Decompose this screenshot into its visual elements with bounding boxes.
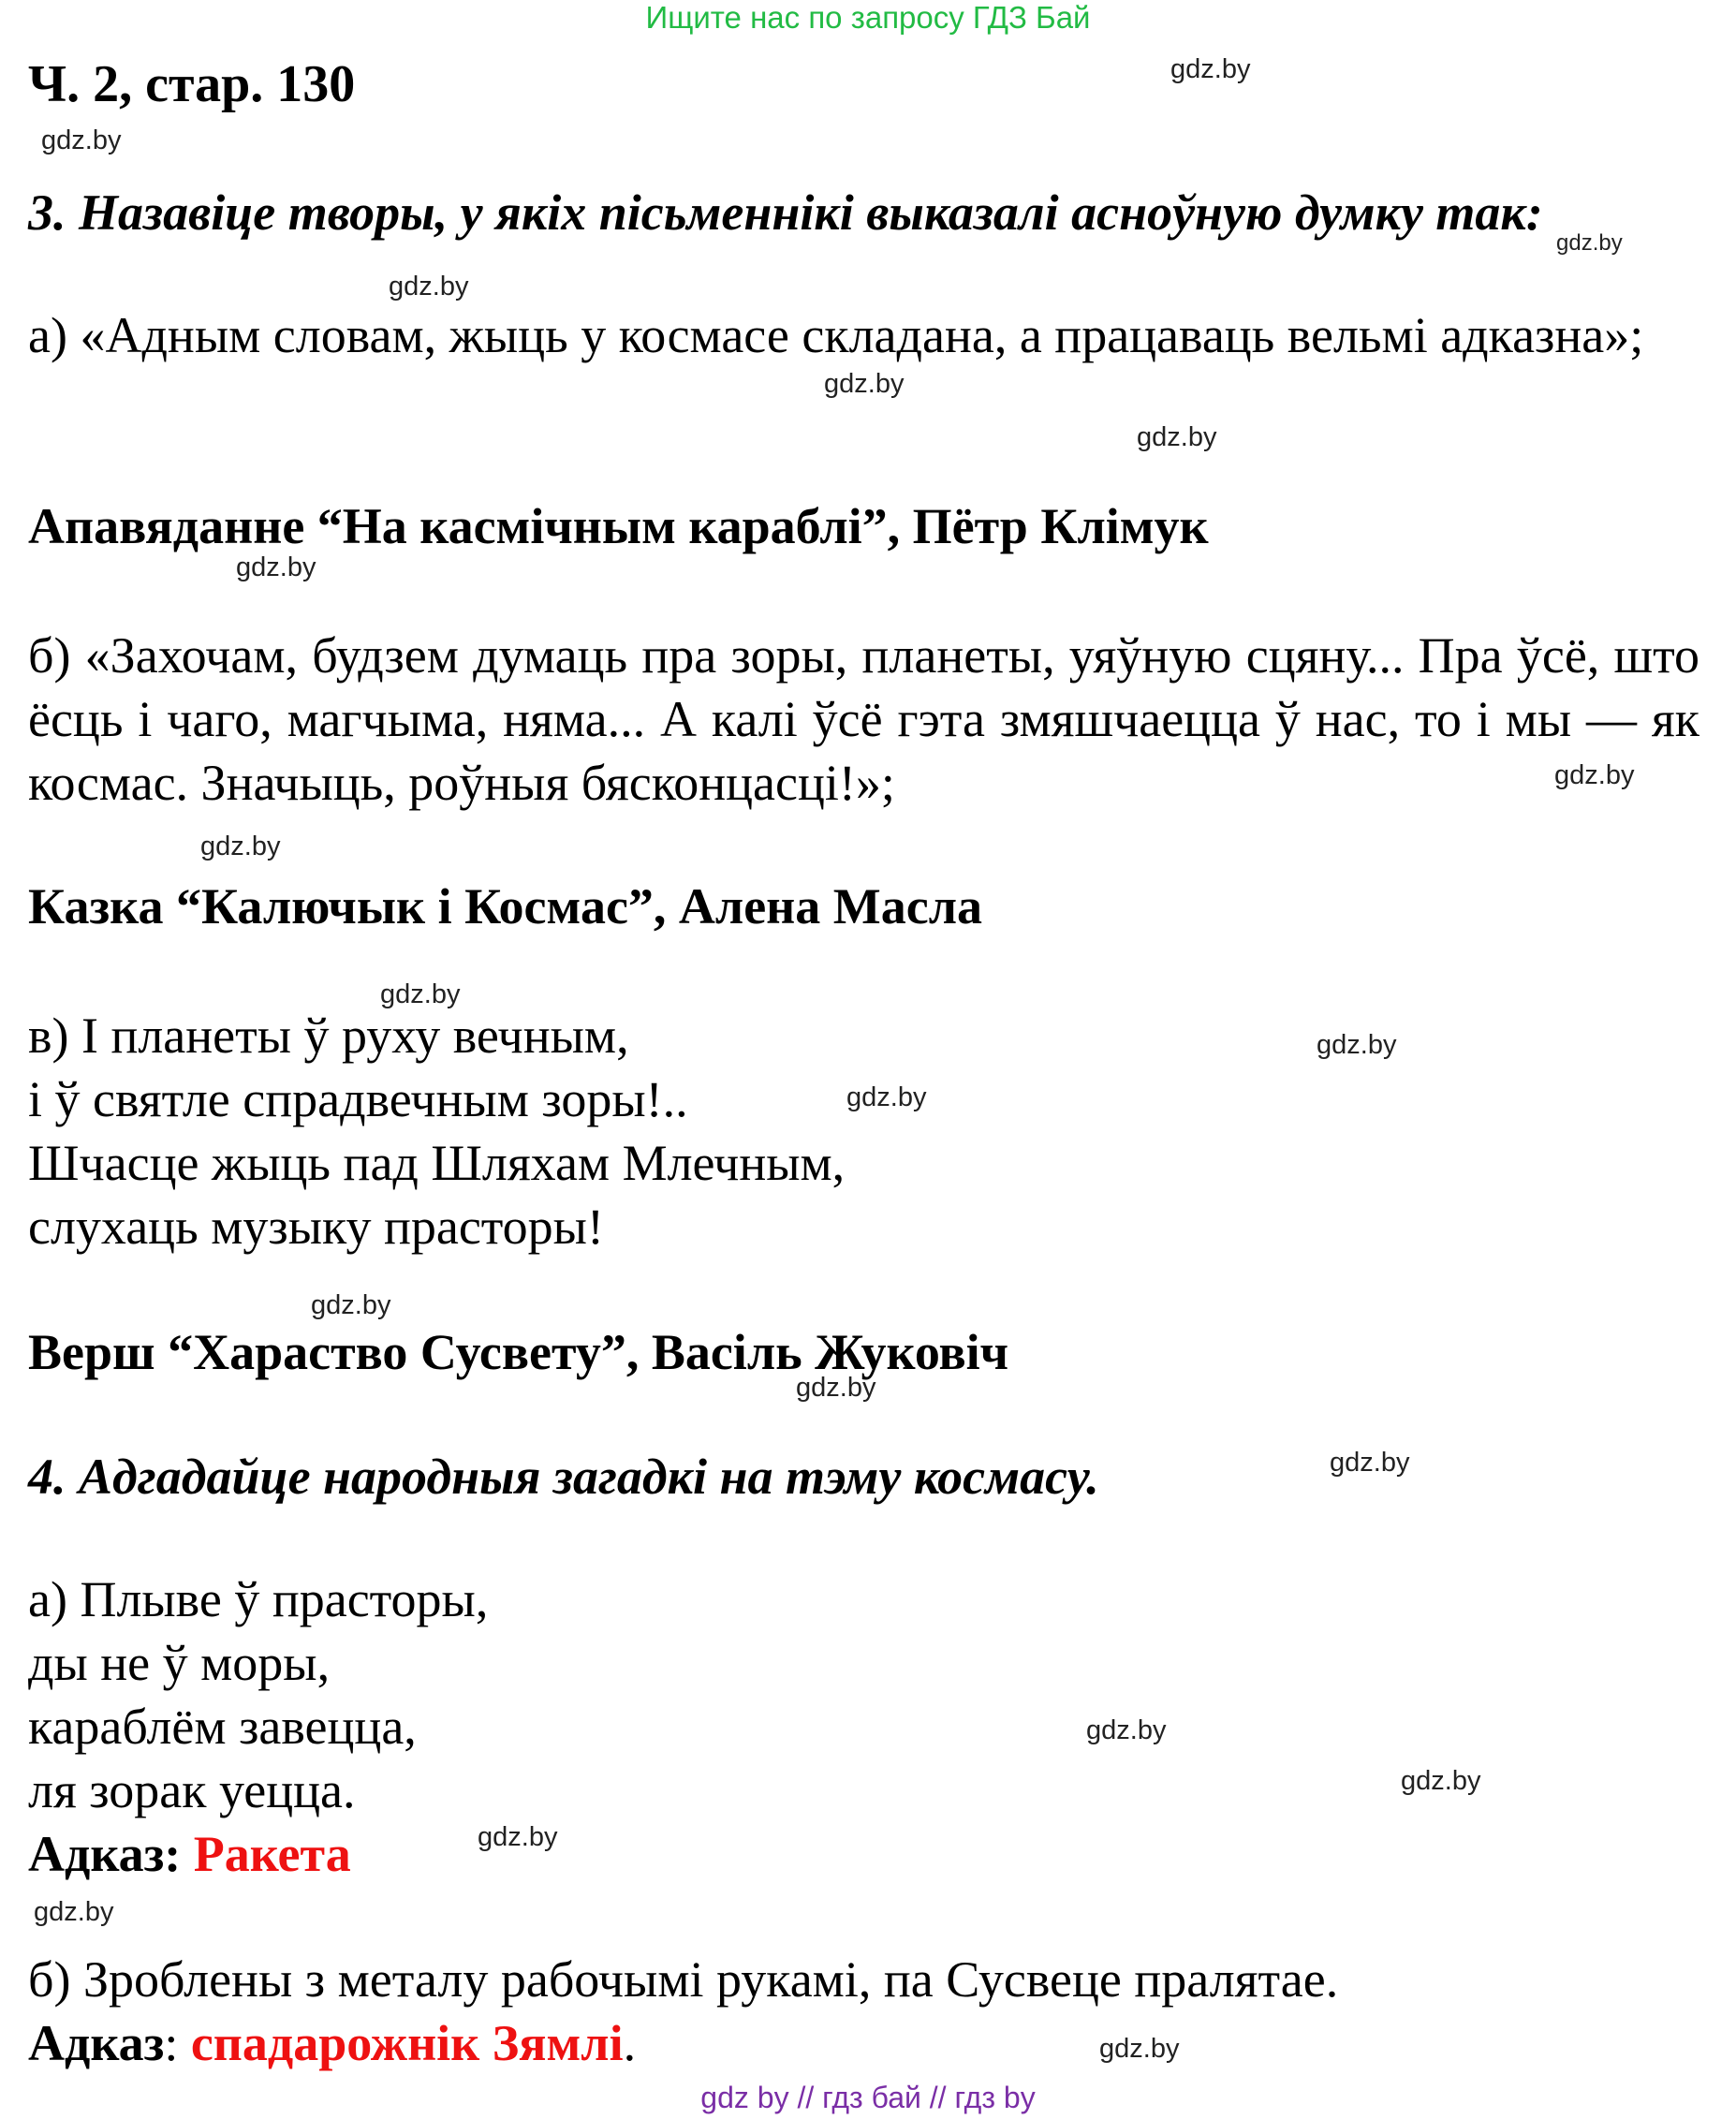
page-title: Ч. 2, стар. 130 — [28, 55, 356, 113]
footer-links[interactable]: gdz by // гдз бай // гдз by — [700, 2081, 1036, 2114]
watermark: gdz.by — [846, 1082, 927, 1112]
task3-c-line: слухаць музыку прасторы! — [28, 1199, 604, 1255]
task3-heading: 3. Назавіце творы, у якіх пісьменнікі выказалі асноўную думку так: — [28, 184, 1543, 241]
task3-c-line: Шчасце жыць пад Шляхам Млечным, — [28, 1135, 846, 1191]
task4-heading: 4. Адгадайце народныя загадкі на тэму космасу. — [28, 1449, 1099, 1505]
task3-a-quote: а) «Адным словам, жыць у космасе складана, а працаваць вельмі адказна»; — [28, 307, 1644, 363]
task3-b-quote: б) «Захочам, будзем думаць пра зоры, планеты, уяўную сцяну... Пра ўсё, што ёсць і чаго, магчыма, няма... А калі ўсё гэта змяшчаецца ў нас, то і мы — як космас. Значыць, роўныя бясконцасці!»; — [28, 627, 1699, 811]
watermark: gdz.by — [1086, 1715, 1167, 1745]
task3-c-line: і ў святле спрадвечным зоры!.. — [28, 1071, 688, 1127]
watermark: gdz.by — [796, 1373, 876, 1403]
watermark: gdz.by — [34, 1897, 114, 1927]
answer-value: спадарожнік Зямлі — [190, 2015, 624, 2071]
answer-label: Адказ — [28, 2015, 165, 2071]
task3-b-answer: Казка “Калючык і Космас”, Алена Масла — [28, 878, 983, 934]
task4-b-text: б) Зроблены з металу рабочымі рукамі, па Сусвеце пралятае. — [28, 1951, 1339, 2008]
task3-c-answer: Верш “Хараство Сусвету”, Васіль Жуковіч — [28, 1324, 1009, 1380]
task4-a-line: ля зорак уецца. — [28, 1762, 356, 1818]
watermark: gdz.by — [389, 272, 469, 302]
watermark: gdz.by — [1554, 760, 1635, 790]
banner-text[interactable]: Ищите нас по запросу ГДЗ Бай — [645, 0, 1091, 35]
task3-c-line: в) І планеты ў руху вечным, — [28, 1008, 629, 1064]
watermark: gdz.by — [41, 125, 122, 155]
watermark: gdz.by — [200, 831, 281, 861]
task4-a-line: а) Плыве ў прасторы, — [28, 1571, 489, 1627]
watermark: gdz.by — [380, 979, 461, 1009]
task4-b-answer-line — [28, 2011, 636, 2075]
answer-dot: . — [623, 2015, 637, 2071]
task4-a-answer-line — [28, 1822, 351, 1886]
watermark: gdz.by — [1556, 230, 1623, 256]
watermark: gdz.by — [1137, 422, 1217, 452]
watermark: gdz.by — [1099, 2034, 1180, 2064]
watermark: gdz.by — [478, 1822, 558, 1852]
watermark: gdz.by — [1170, 54, 1251, 84]
task3-a-answer: Апавяданне “На касмічным караблі”, Пётр Клімук — [28, 498, 1209, 554]
answer-colon: : — [164, 2015, 179, 2071]
watermark: gdz.by — [1317, 1030, 1397, 1060]
answer-label: Адказ: — [28, 1826, 182, 1882]
task4-a-line: караблём завецца, — [28, 1699, 417, 1755]
watermark: gdz.by — [311, 1290, 391, 1320]
watermark: gdz.by — [1330, 1448, 1410, 1478]
watermark: gdz.by — [824, 369, 905, 399]
watermark: gdz.by — [1401, 1766, 1481, 1796]
watermark: gdz.by — [236, 552, 316, 582]
answer-value: Ракета — [193, 1826, 351, 1882]
task4-a-line: ды не ў моры, — [28, 1635, 331, 1691]
